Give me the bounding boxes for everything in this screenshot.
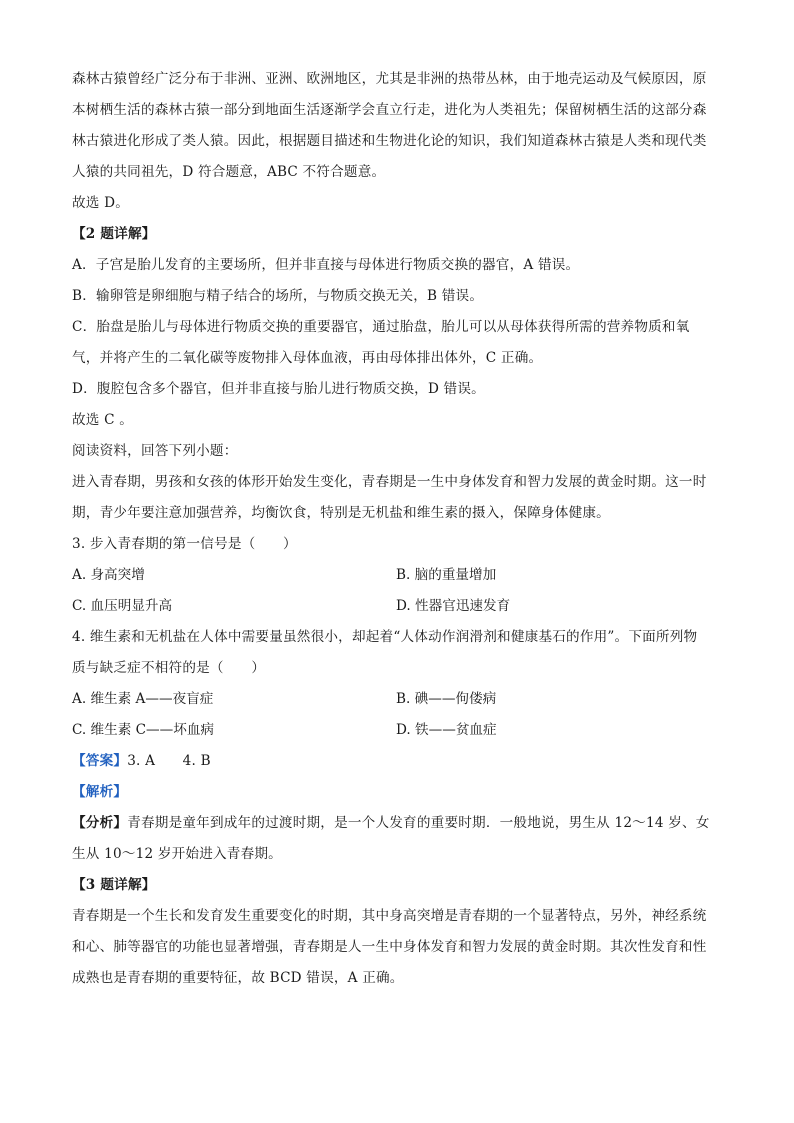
q3-options-row-2 <box>72 591 722 622</box>
q2-conclusion: 故选 C 。 <box>72 412 134 428</box>
q4-options-row-2 <box>72 715 722 746</box>
q4-stem-line-2: 质与缺乏症不相符的是（ ） <box>72 660 266 676</box>
q1-explanation-line-3: 林古猿进化形成了类人猿。因此，根据题目描述和生物进化论的知识，我们知道森林古猿是人类和现代类 <box>72 133 707 149</box>
analysis-line <box>72 777 722 808</box>
q4-option-d: D. 铁——贫血症 <box>396 722 497 738</box>
analysis-tag: 【解析】 <box>72 784 128 800</box>
q2-detail-line-c2: 气，并将产生的二氧化碳等废物排入母体血液，再由母体排出体外，C 正确。 <box>72 350 543 366</box>
q3-detail-line-3: 成熟也是青春期的重要特征，故 BCD 错误，A 正确。 <box>72 970 404 986</box>
document-page <box>72 64 722 994</box>
q3-options-row-1 <box>72 560 722 591</box>
q3-option-b: B. 脑的重量增加 <box>396 567 497 583</box>
q3-detail-heading: 【3 题详解】 <box>72 877 156 893</box>
q1-explanation-line-4: 人猿的共同祖先，D 符合题意，ABC 不符合题意。 <box>72 164 386 180</box>
q2-detail-line-b: B．输卵管是卵细胞与精子结合的场所，与物质交换无关，B 错误。 <box>72 288 484 304</box>
q4-options-row-1 <box>72 684 722 715</box>
q3-detail-line-2: 和心、肺等器官的功能也显著增强，青春期是人一生中身体发育和智力发展的黄金时期。其次性发育和性 <box>72 939 707 955</box>
q4-option-a: A. 维生素 A——夜盲症 <box>72 691 214 707</box>
q3-detail-line-1: 青春期是一个生长和发育发生重要变化的时期，其中身高突增是青春期的一个显著特点，另外，神经系统 <box>72 908 707 924</box>
q1-explanation-line-1: 森林古猿曾经广泛分布于非洲、亚洲、欧洲地区，尤其是非洲的热带丛林，由于地壳运动及气候原因，原 <box>72 71 707 87</box>
reading-line-1: 进入青春期，男孩和女孩的体形开始发生变化，青春期是一生中身体发育和智力发展的黄金时期。这一时 <box>72 474 707 490</box>
q2-detail-line-d: D．腹腔包含多个器官，但并非直接与胎儿进行物质交换，D 错误。 <box>72 381 485 397</box>
answer-tag: 【答案】 <box>72 753 128 769</box>
q3-option-d: D. 性器官迅速发育 <box>396 598 511 614</box>
answer-text: 3. A 4. B <box>127 753 211 769</box>
q2-detail-line-c1: C．胎盘是胎儿与母体进行物质交换的重要器官，通过胎盘，胎儿可以从母体获得所需的营养物质和氧 <box>72 319 690 335</box>
reading-intro: 阅读资料，回答下列小题： <box>72 443 238 459</box>
q4-stem-line-1: 4. 维生素和无机盐在人体中需要量虽然很小，却起着“人体动作润滑剂和健康基石的作用”。下面所列物 <box>72 629 698 645</box>
fenxi-line-2: 生从 10～12 岁开始进入青春期。 <box>72 846 282 862</box>
q4-option-c: C. 维生素 C——坏血病 <box>72 722 215 738</box>
q1-conclusion: 故选 D。 <box>72 195 130 211</box>
fenxi-line-1 <box>72 808 722 839</box>
q3-option-c: C. 血压明显升高 <box>72 598 173 614</box>
reading-line-2: 期，青少年要注意加强营养，均衡饮食，特别是无机盐和维生素的摄入，保障身体健康。 <box>72 505 610 521</box>
answer-line <box>72 746 722 777</box>
fenxi-tag: 【分析】 <box>72 815 128 831</box>
fenxi-text-1: 青春期是童年到成年的过渡时期，是一个人发育的重要时期．一般地说，男生从 12～14 岁、女 <box>127 815 710 831</box>
q2-detail-line-a: A．子宫是胎儿发育的主要场所，但并非直接与母体进行物质交换的器官，A 错误。 <box>72 257 580 273</box>
q3-option-a: A. 身高突增 <box>72 567 145 583</box>
q2-detail-heading: 【2 题详解】 <box>72 226 156 242</box>
q3-stem: 3. 步入青春期的第一信号是（ ） <box>72 536 297 552</box>
q4-option-b: B. 碘——佝偻病 <box>396 691 497 707</box>
q1-explanation-line-2: 本树栖生活的森林古猿一部分到地面生活逐渐学会直立行走，进化为人类祖先；保留树栖生活的这部分森 <box>72 102 707 118</box>
